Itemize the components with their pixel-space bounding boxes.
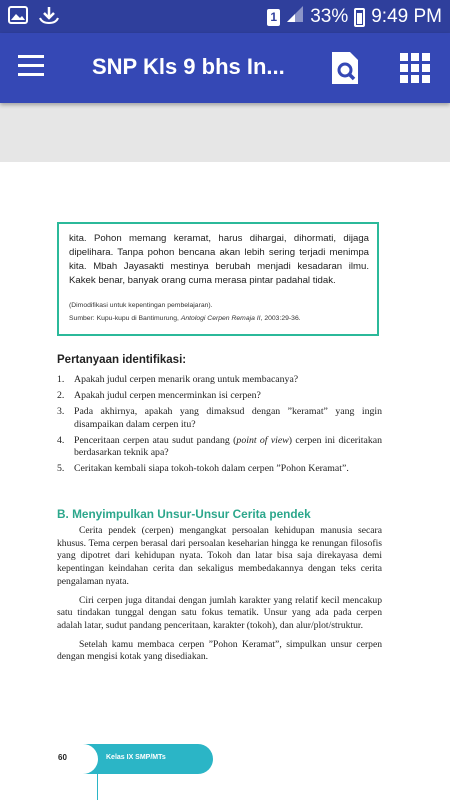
paragraph: Ciri cerpen juga ditandai dengan jumlah karakter yang relatif kecil mencakup satu tindakan tunggal dengan satu fokus tematik. Unsur yang ada pada cerpen adalah latar, sudut pandang penceritaan, karakter (tokoh), dan alur/plot/struktur. [57, 594, 382, 631]
battery-percent: 33% [310, 6, 349, 27]
questions-list [57, 374, 382, 479]
item-number: 2. [57, 390, 65, 401]
item-text: Apakah judul cerpen menarik orang untuk membacanya? [74, 374, 299, 385]
item-text: Pada akhirnya, apakah yang dimaksud dengan ”keramat” yang ingin disampaikan dalam cerpen itu? [74, 406, 382, 430]
menu-icon[interactable] [18, 55, 44, 77]
item-text-before: Penceritaan cerpen atau sudut pandang ( [74, 434, 237, 446]
page-number-box [0, 744, 98, 774]
item-number: 3. [57, 406, 65, 417]
status-bar [0, 0, 450, 33]
list-item [57, 406, 382, 431]
section-body [57, 525, 382, 670]
item-number: 5. [57, 463, 65, 474]
page-number: 60 [58, 753, 67, 762]
item-number: 4. [57, 434, 65, 446]
item-text: Ceritakan kembali siapa tokoh-tokoh dalam cerpen ”Pohon Keramat”. [74, 463, 349, 474]
item-text-italic: point of view [236, 434, 289, 446]
gallery-icon [8, 6, 28, 29]
page-footer [0, 744, 213, 774]
questions-heading: Pertanyaan identifikasi: [57, 354, 187, 366]
list-item [57, 463, 382, 476]
footer-divider [97, 774, 98, 800]
app-bar [0, 33, 450, 103]
item-text-after: ) cerpen ini diceritakan berdasarkan teknik apa? [74, 434, 382, 458]
list-item [57, 374, 382, 387]
excerpt-source [69, 315, 369, 322]
excerpt-box [57, 222, 379, 336]
source-prefix: Sumber: Kupu-kupu di Bantimurung, [69, 315, 181, 322]
source-title: Antologi Cerpen Remaja II [180, 315, 261, 322]
paragraph: Setelah kamu membaca cerpen ”Pohon Keramat”, simpulkan unsur cerpen dengan mengisi kotak yang disediakan. [57, 638, 382, 663]
clock: 9:49 PM [371, 6, 442, 27]
paragraph: Cerita pendek (cerpen) mengangkat persoalan kehidupan manusia secara khusus. Tema cerpen berasal dari persoalan keseharian hingga ke renungan filosofis yang dipotret dari kehidupan nyata. Tokoh dan latar bisa saja direkayasa demi kepentingan keindahan cerita dan sekaligus membedakannya dengan teks cerita pengalaman nyata. [57, 525, 382, 587]
book-page [0, 162, 450, 800]
excerpt-text: kita. Pohon memang keramat, harus dihargai, dihormati, dijaga dipelihara. Tanpa pohon bencana akan lebih sering terjadi menimpa kita. Mbah Jayasakti mestinya berubah menjadi kesadaran ilmu. Kakek benar, banyak orang cuma merasa pintar padahal tidak. [69, 233, 369, 286]
download-icon [38, 6, 60, 29]
item-number: 1. [57, 374, 65, 385]
signal-icon [286, 5, 304, 29]
app-title: SNP Kls 9 bhs In... [92, 54, 285, 79]
document-search-icon[interactable] [330, 50, 360, 86]
apps-grid-icon[interactable] [400, 53, 430, 83]
source-suffix: , 2003:29-36. [260, 315, 301, 322]
sim-icon: 1 [267, 9, 280, 26]
item-text: Apakah judul cerpen mencerminkan isi cerpen? [74, 390, 261, 401]
battery-icon [354, 8, 365, 27]
class-label: Kelas IX SMP/MTs [106, 754, 166, 761]
excerpt-note: (Dimodifikasi untuk kepentingan pembelajaran). [69, 302, 213, 309]
list-item [57, 390, 382, 403]
list-item [57, 435, 382, 460]
section-heading: B. Menyimpulkan Unsur-Unsur Cerita pendek [57, 507, 311, 521]
